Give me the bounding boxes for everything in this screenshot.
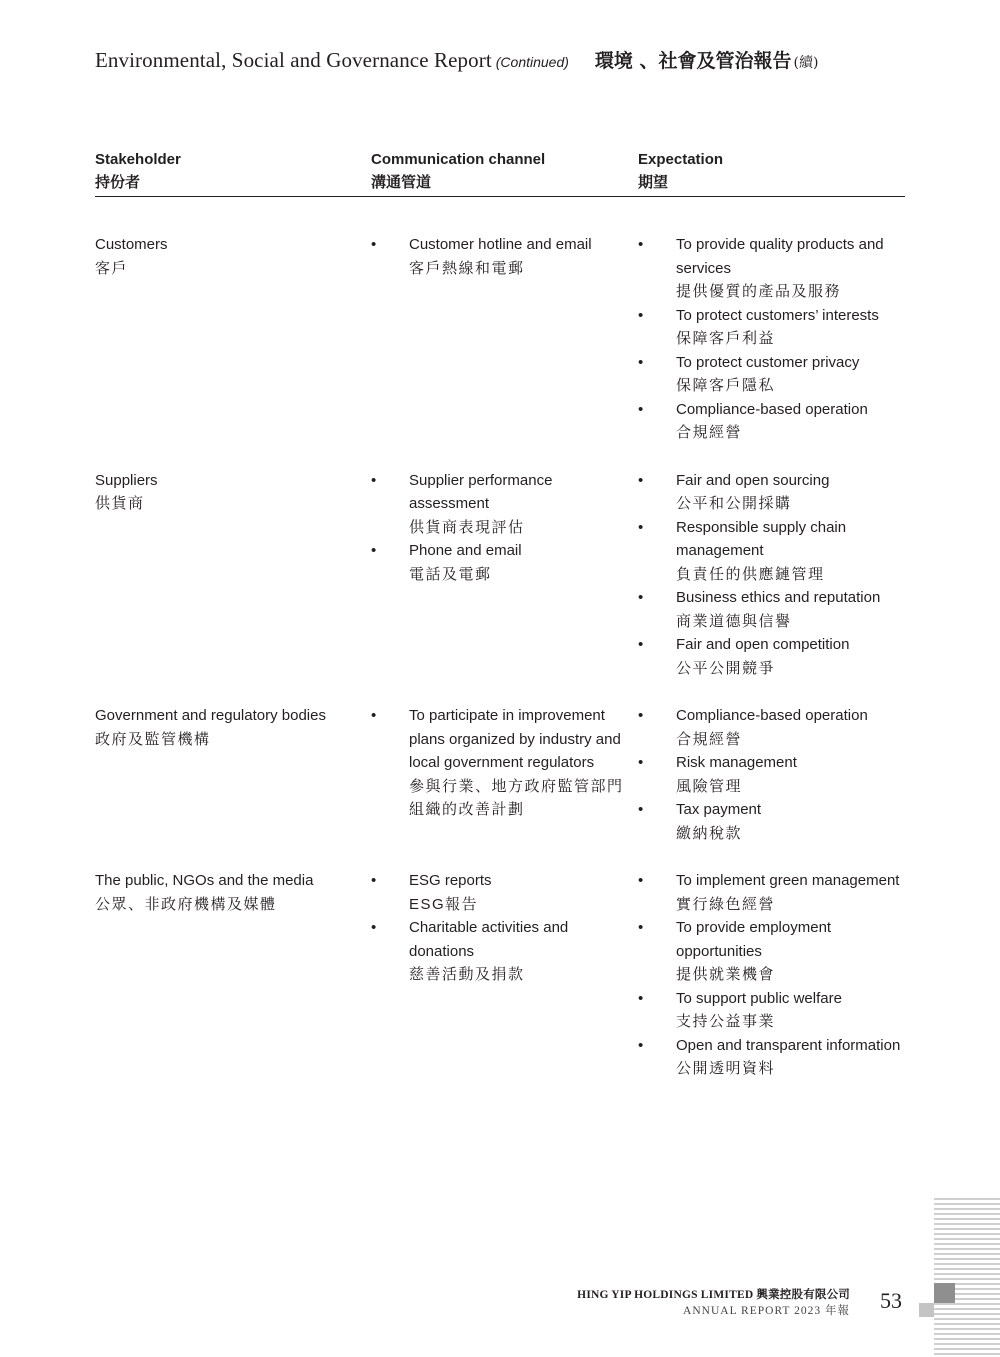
expectation-text-en: • Fair and open sourcing — [676, 471, 830, 489]
page-number: 53 — [880, 1288, 902, 1313]
table-header — [95, 148, 905, 197]
channel-text-en: • Phone and email — [409, 542, 522, 559]
channel-text-en: • ESG reports — [409, 872, 492, 889]
expectation-text-zh: 公平公開競爭 — [676, 659, 776, 677]
list-item — [371, 916, 630, 987]
expectation-text-en: • To implement green management — [676, 872, 900, 889]
expectation-text-zh: 繳納稅款 — [676, 824, 743, 842]
stakeholder-name-zh: 供貨商 — [95, 495, 145, 512]
channel-text-en: • Supplier performance assessment — [409, 471, 553, 512]
list-item — [638, 398, 905, 445]
list-item — [638, 798, 905, 845]
list-item — [638, 351, 905, 398]
expectation-text-zh: 公平和公開採購 — [676, 495, 792, 512]
expectation-text-en: • To protect customers’ interests — [676, 306, 879, 324]
report-title-en: Environmental, Social and Governance Report — [95, 48, 492, 72]
expectation-text-en: • Open and transparent information — [676, 1036, 901, 1054]
channel-text-en: • Charitable activities and donations — [409, 919, 569, 960]
decorative-square-dark — [934, 1283, 955, 1303]
stakeholder-cell — [95, 704, 371, 845]
stakeholder-name-en: Customers — [95, 236, 168, 253]
list-item — [638, 233, 905, 304]
stakeholder-name-en: The public, NGOs and the media — [95, 872, 314, 889]
list-item — [371, 233, 630, 280]
expectation-text-en: • Responsible supply chain management — [676, 518, 847, 559]
list-item — [638, 704, 905, 751]
stakeholder-cell — [95, 233, 371, 445]
list-item — [638, 1034, 905, 1081]
stakeholder-name-en: Suppliers — [95, 471, 158, 489]
expectation-text-zh: 合規經營 — [676, 730, 743, 748]
list-item — [371, 539, 630, 586]
expectation-text-en: • To provide employment opportunities — [676, 919, 832, 960]
channel-text-en: • To participate in improvement plans organized by industry and local government regulators — [409, 707, 621, 771]
column-header-expectation — [638, 148, 905, 194]
list-item — [638, 916, 905, 987]
channel-cell — [371, 233, 638, 445]
stakeholder-cell — [95, 469, 371, 681]
expectation-text-en: • To support public welfare — [676, 989, 842, 1007]
decorative-square-light — [919, 1303, 934, 1317]
expectation-text-en: • To protect customer privacy — [676, 353, 860, 371]
expectation-text-zh: 實行綠色經營 — [676, 895, 776, 913]
list-item — [638, 516, 905, 587]
list-item — [638, 633, 905, 680]
expectation-text-en: • Compliance-based operation — [676, 400, 868, 418]
list-item — [638, 869, 905, 916]
channel-text-zh: 供貨商表現評估 — [409, 518, 525, 536]
stakeholder-name-zh: 公眾、非政府機構及媒體 — [95, 895, 277, 913]
channel-text-en: • Customer hotline and email — [409, 236, 592, 253]
expectation-list — [638, 469, 905, 681]
list-item — [638, 987, 905, 1034]
expectation-text-zh: 合規經營 — [676, 424, 743, 441]
table-row — [95, 704, 905, 845]
channel-cell — [371, 869, 638, 1081]
column-header-zh: 溝通管道 — [371, 174, 432, 191]
table-row — [95, 233, 905, 445]
continued-label-en: (Continued) — [495, 54, 569, 70]
expectation-list — [638, 233, 905, 445]
expectation-text-en: • Fair and open competition — [676, 636, 850, 653]
company-name: HING YIP HOLDINGS LIMITED 興業控股有限公司 — [577, 1289, 850, 1301]
list-item — [638, 751, 905, 798]
table-row — [95, 869, 905, 1081]
column-header-en: Stakeholder — [95, 151, 181, 168]
channel-text-zh: 參與行業、地方政府監管部門組織的改善計劃 — [409, 777, 624, 818]
stakeholder-table — [95, 148, 905, 1081]
column-header-stakeholder — [95, 148, 371, 194]
expectation-list — [638, 869, 905, 1081]
stakeholder-name-zh: 政府及監管機構 — [95, 730, 211, 748]
table-body — [95, 233, 905, 1081]
list-item — [638, 469, 905, 516]
expectation-text-en: • To provide quality products and services — [676, 236, 884, 277]
stakeholder-name-en: Government and regulatory bodies — [95, 707, 326, 724]
expectation-text-zh: 提供就業機會 — [676, 966, 776, 983]
channel-text-zh: ESG報告 — [409, 895, 479, 913]
expectation-text-en: • Tax payment — [676, 801, 762, 818]
expectation-text-zh: 商業道德與信譽 — [676, 612, 792, 630]
table-row — [95, 469, 905, 681]
channel-text-zh: 慈善活動及捐款 — [409, 966, 525, 983]
expectation-text-en: • Business ethics and reputation — [676, 589, 881, 606]
expectation-text-zh: 支持公益事業 — [676, 1013, 776, 1030]
list-item — [371, 704, 630, 822]
channel-cell — [371, 469, 638, 681]
column-header-zh: 持份者 — [95, 174, 141, 191]
channel-list — [371, 704, 630, 822]
column-header-zh: 期望 — [638, 174, 669, 191]
list-item — [371, 469, 630, 540]
list-item — [371, 869, 630, 916]
expectation-text-zh: 提供優質的產品及服務 — [676, 283, 842, 300]
list-item — [638, 304, 905, 351]
expectation-text-zh: 保障客戶隱私 — [676, 377, 776, 394]
column-header-channel — [371, 148, 638, 194]
report-title-zh: 環境 、社會及管治報告 — [594, 50, 792, 72]
expectation-list — [638, 704, 905, 845]
channel-cell — [371, 704, 638, 845]
expectation-text-zh: 保障客戶利益 — [676, 330, 776, 347]
channel-text-zh: 客戶熱線和電郵 — [409, 259, 525, 277]
annual-report-label: ANNUAL REPORT 2023 年報 — [683, 1305, 850, 1317]
expectation-cell — [638, 869, 905, 1081]
continued-label-zh: (續) — [793, 55, 819, 71]
stakeholder-name-zh: 客戶 — [95, 259, 129, 277]
expectation-text-zh: 風險管理 — [676, 777, 743, 795]
expectation-text-zh: 公開透明資料 — [676, 1060, 776, 1077]
channel-list — [371, 869, 630, 987]
column-header-en: Communication channel — [371, 151, 546, 168]
list-item — [638, 586, 905, 633]
page-header — [95, 46, 818, 73]
expectation-cell — [638, 233, 905, 445]
expectation-text-en: • Compliance-based operation — [676, 707, 868, 724]
column-header-en: Expectation — [638, 151, 724, 168]
page-footer — [577, 1286, 850, 1318]
expectation-cell — [638, 704, 905, 845]
expectation-text-en: • Risk management — [676, 754, 797, 771]
channel-list — [371, 233, 630, 280]
channel-text-zh: 電話及電郵 — [409, 565, 492, 583]
stakeholder-cell — [95, 869, 371, 1081]
decorative-stripes — [934, 1198, 1000, 1357]
channel-list — [371, 469, 630, 587]
expectation-cell — [638, 469, 905, 681]
expectation-text-zh: 負責任的供應鏈管理 — [676, 565, 825, 583]
